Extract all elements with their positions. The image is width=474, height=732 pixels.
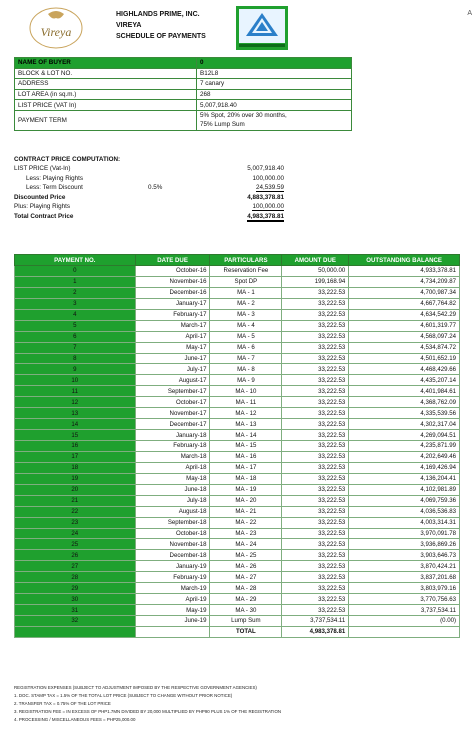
outstanding-balance-cell: 4,534,874.72	[349, 342, 460, 353]
particulars-cell: MA - 22	[210, 517, 282, 528]
date-due-cell: February-18	[135, 441, 210, 452]
amount-due-cell: 33,222.53	[282, 528, 349, 539]
cp-plus-pr-row	[14, 203, 314, 213]
particulars-cell: MA - 30	[210, 605, 282, 616]
payment-no-cell: 6	[15, 331, 136, 342]
table-row	[15, 298, 460, 309]
date-due-cell: August-17	[135, 375, 210, 386]
cp-discounted-label: Discounted Price	[14, 193, 66, 201]
cp-total-label: Total Contract Price	[14, 212, 74, 220]
payment-no-cell: 15	[15, 430, 136, 441]
amount-due-cell: 33,222.53	[282, 517, 349, 528]
table-row	[15, 528, 460, 539]
particulars-cell: MA - 27	[210, 572, 282, 583]
col-amount-due: AMOUNT DUE	[282, 255, 349, 266]
address-value: 7 canary	[197, 79, 352, 90]
date-due-cell: June-18	[135, 484, 210, 495]
payment-no-cell: 32	[15, 616, 136, 627]
date-due-cell: August-18	[135, 506, 210, 517]
particulars-cell: Spot DP	[210, 276, 282, 287]
date-due-cell: February-17	[135, 309, 210, 320]
address-row	[15, 79, 352, 90]
amount-due-cell: 33,222.53	[282, 353, 349, 364]
amount-due-cell: 33,222.53	[282, 287, 349, 298]
amount-due-cell: 33,222.53	[282, 605, 349, 616]
cp-total-value: 4,983,378.81	[247, 212, 284, 220]
payment-no-cell: 13	[15, 408, 136, 419]
table-row	[15, 605, 460, 616]
payment-no-cell: 2	[15, 287, 136, 298]
payment-no-cell: 24	[15, 528, 136, 539]
block-lot-value: B12L8	[197, 68, 352, 79]
date-due-cell: January-17	[135, 298, 210, 309]
outstanding-balance-cell: 4,269,094.51	[349, 430, 460, 441]
particulars-cell: MA - 8	[210, 364, 282, 375]
date-due-cell: December-17	[135, 419, 210, 430]
payment-no-cell: 19	[15, 473, 136, 484]
outstanding-balance-cell: 4,700,987.34	[349, 287, 460, 298]
list-price-row	[15, 100, 352, 111]
payment-no-cell: 23	[15, 517, 136, 528]
cp-less-pr-label: Less: Playing Rights	[26, 174, 84, 182]
outstanding-balance-cell: 4,601,319.77	[349, 320, 460, 331]
particulars-cell: MA - 12	[210, 408, 282, 419]
date-due-cell: November-16	[135, 276, 210, 287]
table-row	[15, 583, 460, 594]
date-due-cell: May-19	[135, 605, 210, 616]
payment-term-row	[15, 110, 352, 130]
particulars-cell: MA - 11	[210, 397, 282, 408]
outstanding-balance-cell: 3,737,534.11	[349, 605, 460, 616]
table-row	[15, 287, 460, 298]
amount-due-cell: 33,222.53	[282, 594, 349, 605]
date-due-cell: September-17	[135, 386, 210, 397]
col-particulars: PARTICULARS	[210, 255, 282, 266]
particulars-cell: MA - 24	[210, 539, 282, 550]
particulars-cell: MA - 28	[210, 583, 282, 594]
outstanding-balance-cell: 3,803,979.16	[349, 583, 460, 594]
cp-less-pr-row	[14, 175, 314, 185]
outstanding-balance-cell: 3,837,201.68	[349, 572, 460, 583]
amount-due-cell: 33,222.53	[282, 572, 349, 583]
table-row	[15, 419, 460, 430]
payment-no-cell: 22	[15, 506, 136, 517]
particulars-cell: Lump Sum	[210, 616, 282, 627]
table-row	[15, 276, 460, 287]
cp-discounted-value: 4,883,378.81	[247, 193, 284, 201]
outstanding-balance-cell: 4,235,871.99	[349, 441, 460, 452]
table-row	[15, 331, 460, 342]
contract-title: CONTRACT PRICE COMPUTATION:	[14, 156, 121, 163]
particulars-cell: MA - 29	[210, 594, 282, 605]
particulars-cell: MA - 13	[210, 419, 282, 430]
date-due-cell: March-19	[135, 583, 210, 594]
date-due-cell: July-17	[135, 364, 210, 375]
col-date-due: DATE DUE	[135, 255, 210, 266]
amount-due-cell: 33,222.53	[282, 583, 349, 594]
registration-notes	[14, 684, 281, 724]
note-line: REGISTRATION EXPENSES (SUBJECT TO ADJUSTMENT IMPOSED BY THE RESPECTIVE GOVERNMENT AGENCIES)	[14, 685, 257, 690]
amount-due-cell: 33,222.53	[282, 298, 349, 309]
cp-less-td-label: Less: Term Discount	[26, 184, 83, 191]
date-due-cell: November-18	[135, 539, 210, 550]
outstanding-balance-cell: 4,202,649.46	[349, 451, 460, 462]
date-due-cell: October-18	[135, 528, 210, 539]
amount-due-cell: 33,222.53	[282, 506, 349, 517]
cp-list-price-value: 5,007,918.40	[247, 165, 284, 172]
amount-due-cell: 33,222.53	[282, 320, 349, 331]
schedule-header-row	[15, 255, 460, 266]
vireya-logo	[28, 6, 84, 50]
note-line: 3. REGISTRATION FEE = IN EXCESS OF PHP1.7MN DIVIDED BY 20,000 MULTIPLIED BY PHP90 PLUS 1% OF THE REGISTRATION	[14, 709, 282, 714]
amount-due-cell: 33,222.53	[282, 408, 349, 419]
particulars-cell: MA - 4	[210, 320, 282, 331]
cp-total-row	[14, 213, 314, 223]
amount-due-cell: 33,222.53	[282, 473, 349, 484]
particulars-cell: MA - 3	[210, 309, 282, 320]
date-due-cell: February-19	[135, 572, 210, 583]
payment-no-cell: 21	[15, 495, 136, 506]
payment-term-line2: 75% Lump Sum	[200, 121, 245, 129]
table-row	[15, 364, 460, 375]
payment-no-cell: 25	[15, 539, 136, 550]
outstanding-balance-cell: 4,036,536.83	[349, 506, 460, 517]
table-row	[15, 616, 460, 627]
date-due-cell: March-18	[135, 451, 210, 462]
document-title: SCHEDULE OF PAYMENTS	[116, 33, 206, 40]
total-blank-cell	[135, 626, 210, 637]
outstanding-balance-cell: 3,870,424.21	[349, 561, 460, 572]
total-amount: 4,983,378.81	[282, 626, 349, 637]
payment-no-cell: 30	[15, 594, 136, 605]
amount-due-cell: 3,737,534.11	[282, 616, 349, 627]
cp-discounted-row	[14, 194, 314, 204]
payment-no-cell: 9	[15, 364, 136, 375]
particulars-cell: MA - 7	[210, 353, 282, 364]
lot-area-label: LOT AREA (in sq.m.)	[15, 89, 197, 100]
amount-due-cell: 33,222.53	[282, 430, 349, 441]
payment-schedule-table	[14, 254, 460, 638]
table-row	[15, 561, 460, 572]
outstanding-balance-cell: 4,335,539.56	[349, 408, 460, 419]
amount-due-cell: 33,222.53	[282, 484, 349, 495]
lot-area-row	[15, 89, 352, 100]
list-price-label: LIST PRICE (VAT In)	[15, 100, 197, 111]
payment-no-cell: 8	[15, 353, 136, 364]
table-row	[15, 320, 460, 331]
payment-no-cell: 20	[15, 484, 136, 495]
outstanding-balance-cell: 4,734,209.87	[349, 276, 460, 287]
particulars-cell: MA - 14	[210, 430, 282, 441]
date-due-cell: April-19	[135, 594, 210, 605]
outstanding-balance-cell: 4,102,981.89	[349, 484, 460, 495]
payment-no-cell: 5	[15, 320, 136, 331]
particulars-cell: MA - 5	[210, 331, 282, 342]
cp-plus-pr-label: Plus: Playing Rights	[14, 203, 70, 210]
total-blank-cell	[15, 626, 136, 637]
outstanding-balance-cell: 4,368,762.09	[349, 397, 460, 408]
outstanding-balance-cell: 4,568,097.24	[349, 331, 460, 342]
col-outstanding-balance: OUTSTANDING BALANCE	[349, 255, 460, 266]
outstanding-balance-cell: 3,903,646.73	[349, 550, 460, 561]
outstanding-balance-cell: 4,302,317.04	[349, 419, 460, 430]
corner-mark: A	[467, 10, 472, 17]
table-row	[15, 430, 460, 441]
date-due-cell: May-18	[135, 473, 210, 484]
payment-no-cell: 28	[15, 572, 136, 583]
table-row	[15, 386, 460, 397]
payment-no-cell: 27	[15, 561, 136, 572]
schedule-total-row	[15, 626, 460, 637]
outstanding-balance-cell: 4,667,764.82	[349, 298, 460, 309]
date-due-cell: November-17	[135, 408, 210, 419]
date-due-cell: October-16	[135, 266, 210, 277]
note-line: 2. TRANSFER TAX = 0.75% OF THE LOT PRICE	[14, 701, 111, 706]
outstanding-balance-cell: 4,468,429.66	[349, 364, 460, 375]
amount-due-cell: 33,222.53	[282, 364, 349, 375]
cp-less-td-row	[14, 184, 314, 194]
date-due-cell: July-18	[135, 495, 210, 506]
table-row	[15, 473, 460, 484]
list-price-value: 5,007,918.40	[197, 100, 352, 111]
payment-no-cell: 3	[15, 298, 136, 309]
payment-no-cell: 11	[15, 386, 136, 397]
table-row	[15, 441, 460, 452]
table-row	[15, 462, 460, 473]
particulars-cell: MA - 1	[210, 287, 282, 298]
amount-due-cell: 33,222.53	[282, 309, 349, 320]
outstanding-balance-cell: 3,936,869.26	[349, 539, 460, 550]
payment-no-cell: 18	[15, 462, 136, 473]
outstanding-balance-cell: 3,770,756.63	[349, 594, 460, 605]
cp-less-pr-value: 100,000.00	[252, 174, 284, 182]
amount-due-cell: 33,222.53	[282, 451, 349, 462]
address-label: ADDRESS	[15, 79, 197, 90]
particulars-cell: MA - 16	[210, 451, 282, 462]
table-row	[15, 506, 460, 517]
lot-area-value: 268	[197, 89, 352, 100]
outstanding-balance-cell: (0.00)	[349, 616, 460, 627]
buyer-value: 0	[197, 58, 352, 69]
payment-no-cell: 14	[15, 419, 136, 430]
payment-no-cell: 7	[15, 342, 136, 353]
amount-due-cell: 33,222.53	[282, 441, 349, 452]
table-row	[15, 353, 460, 364]
highlands-logo	[236, 6, 288, 50]
payment-no-cell: 4	[15, 309, 136, 320]
logo-text: Vireya	[40, 25, 72, 39]
particulars-cell: MA - 21	[210, 506, 282, 517]
note-line: 4. PROCESSING / MISCELLANEOUS FEES = PHP25,000.00	[14, 717, 136, 722]
table-row	[15, 484, 460, 495]
table-row	[15, 539, 460, 550]
outstanding-balance-cell: 3,970,091.78	[349, 528, 460, 539]
cp-list-price-label: LIST PRICE (Vat-In)	[14, 165, 71, 172]
date-due-cell: March-17	[135, 320, 210, 331]
payment-term-cell	[197, 110, 352, 130]
amount-due-cell: 33,222.53	[282, 331, 349, 342]
table-row	[15, 342, 460, 353]
particulars-cell: MA - 15	[210, 441, 282, 452]
table-row	[15, 495, 460, 506]
amount-due-cell: 33,222.53	[282, 561, 349, 572]
date-due-cell: May-17	[135, 342, 210, 353]
table-row	[15, 309, 460, 320]
date-due-cell: April-18	[135, 462, 210, 473]
date-due-cell: June-17	[135, 353, 210, 364]
outstanding-balance-cell: 4,933,378.81	[349, 266, 460, 277]
payment-no-cell: 17	[15, 451, 136, 462]
payment-no-cell: 26	[15, 550, 136, 561]
date-due-cell: January-19	[135, 561, 210, 572]
payment-term-label: PAYMENT TERM	[15, 110, 197, 130]
particulars-cell: MA - 23	[210, 528, 282, 539]
cp-plus-pr-value: 100,000.00	[252, 203, 284, 210]
amount-due-cell: 33,222.53	[282, 462, 349, 473]
particulars-cell: MA - 18	[210, 473, 282, 484]
table-row	[15, 517, 460, 528]
amount-due-cell: 33,222.53	[282, 397, 349, 408]
table-row	[15, 550, 460, 561]
buyer-row	[15, 58, 352, 69]
buyer-info-table	[14, 57, 352, 131]
date-due-cell: October-17	[135, 397, 210, 408]
table-row	[15, 375, 460, 386]
amount-due-cell: 33,222.53	[282, 375, 349, 386]
particulars-cell: Reservation Fee	[210, 266, 282, 277]
particulars-cell: MA - 20	[210, 495, 282, 506]
date-due-cell: April-17	[135, 331, 210, 342]
payment-no-cell: 0	[15, 266, 136, 277]
cp-list-price-row	[14, 165, 314, 175]
outstanding-balance-cell: 4,169,426.94	[349, 462, 460, 473]
outstanding-balance-cell: 4,435,207.14	[349, 375, 460, 386]
table-row	[15, 451, 460, 462]
payment-no-cell: 16	[15, 441, 136, 452]
amount-due-cell: 50,000.00	[282, 266, 349, 277]
date-due-cell: September-18	[135, 517, 210, 528]
date-due-cell: June-19	[135, 616, 210, 627]
date-due-cell: December-16	[135, 287, 210, 298]
particulars-cell: MA - 25	[210, 550, 282, 561]
outstanding-balance-cell: 4,401,984.61	[349, 386, 460, 397]
date-due-cell: January-18	[135, 430, 210, 441]
company-name: HIGHLANDS PRIME, INC.	[116, 11, 200, 18]
particulars-cell: MA - 26	[210, 561, 282, 572]
amount-due-cell: 33,222.53	[282, 419, 349, 430]
payment-no-cell: 29	[15, 583, 136, 594]
project-name: VIREYA	[116, 22, 142, 29]
payment-no-cell: 10	[15, 375, 136, 386]
particulars-cell: MA - 6	[210, 342, 282, 353]
payment-no-cell: 12	[15, 397, 136, 408]
particulars-cell: MA - 9	[210, 375, 282, 386]
table-row	[15, 266, 460, 277]
amount-due-cell: 33,222.53	[282, 495, 349, 506]
amount-due-cell: 33,222.53	[282, 342, 349, 353]
table-row	[15, 397, 460, 408]
outstanding-balance-cell: 4,069,759.36	[349, 495, 460, 506]
note-line: 1. DOC. STAMP TAX = 1.5% OF THE TOTAL LOT PRICE (SUBJECT TO CHANGE WITHOUT PRIOR NOTICE)	[14, 693, 233, 698]
particulars-cell: MA - 2	[210, 298, 282, 309]
table-row	[15, 408, 460, 419]
total-blank-cell	[349, 626, 460, 637]
amount-due-cell: 199,168.94	[282, 276, 349, 287]
payment-no-cell: 1	[15, 276, 136, 287]
amount-due-cell: 33,222.53	[282, 539, 349, 550]
block-lot-row	[15, 68, 352, 79]
outstanding-balance-cell: 4,136,204.41	[349, 473, 460, 484]
particulars-cell: MA - 19	[210, 484, 282, 495]
col-payment-no: PAYMENT NO.	[15, 255, 136, 266]
block-lot-label: BLOCK & LOT NO.	[15, 68, 197, 79]
header-block	[116, 9, 206, 42]
particulars-cell: MA - 17	[210, 462, 282, 473]
schedule-body	[15, 266, 460, 627]
contract-computation	[14, 156, 314, 222]
payment-term-line1: 5% Spot, 20% over 30 months,	[200, 112, 287, 120]
total-label: TOTAL	[210, 626, 282, 637]
particulars-cell: MA - 10	[210, 386, 282, 397]
buyer-label: NAME OF BUYER	[15, 58, 197, 69]
cp-less-td-value: 24,539.59	[255, 184, 284, 191]
table-row	[15, 572, 460, 583]
amount-due-cell: 33,222.53	[282, 550, 349, 561]
outstanding-balance-cell: 4,501,652.19	[349, 353, 460, 364]
table-row	[15, 594, 460, 605]
amount-due-cell: 33,222.53	[282, 386, 349, 397]
payment-no-cell: 31	[15, 605, 136, 616]
outstanding-balance-cell: 4,634,542.29	[349, 309, 460, 320]
date-due-cell: December-18	[135, 550, 210, 561]
outstanding-balance-cell: 4,003,314.31	[349, 517, 460, 528]
cp-less-td-pct: 0.5%	[148, 184, 163, 191]
